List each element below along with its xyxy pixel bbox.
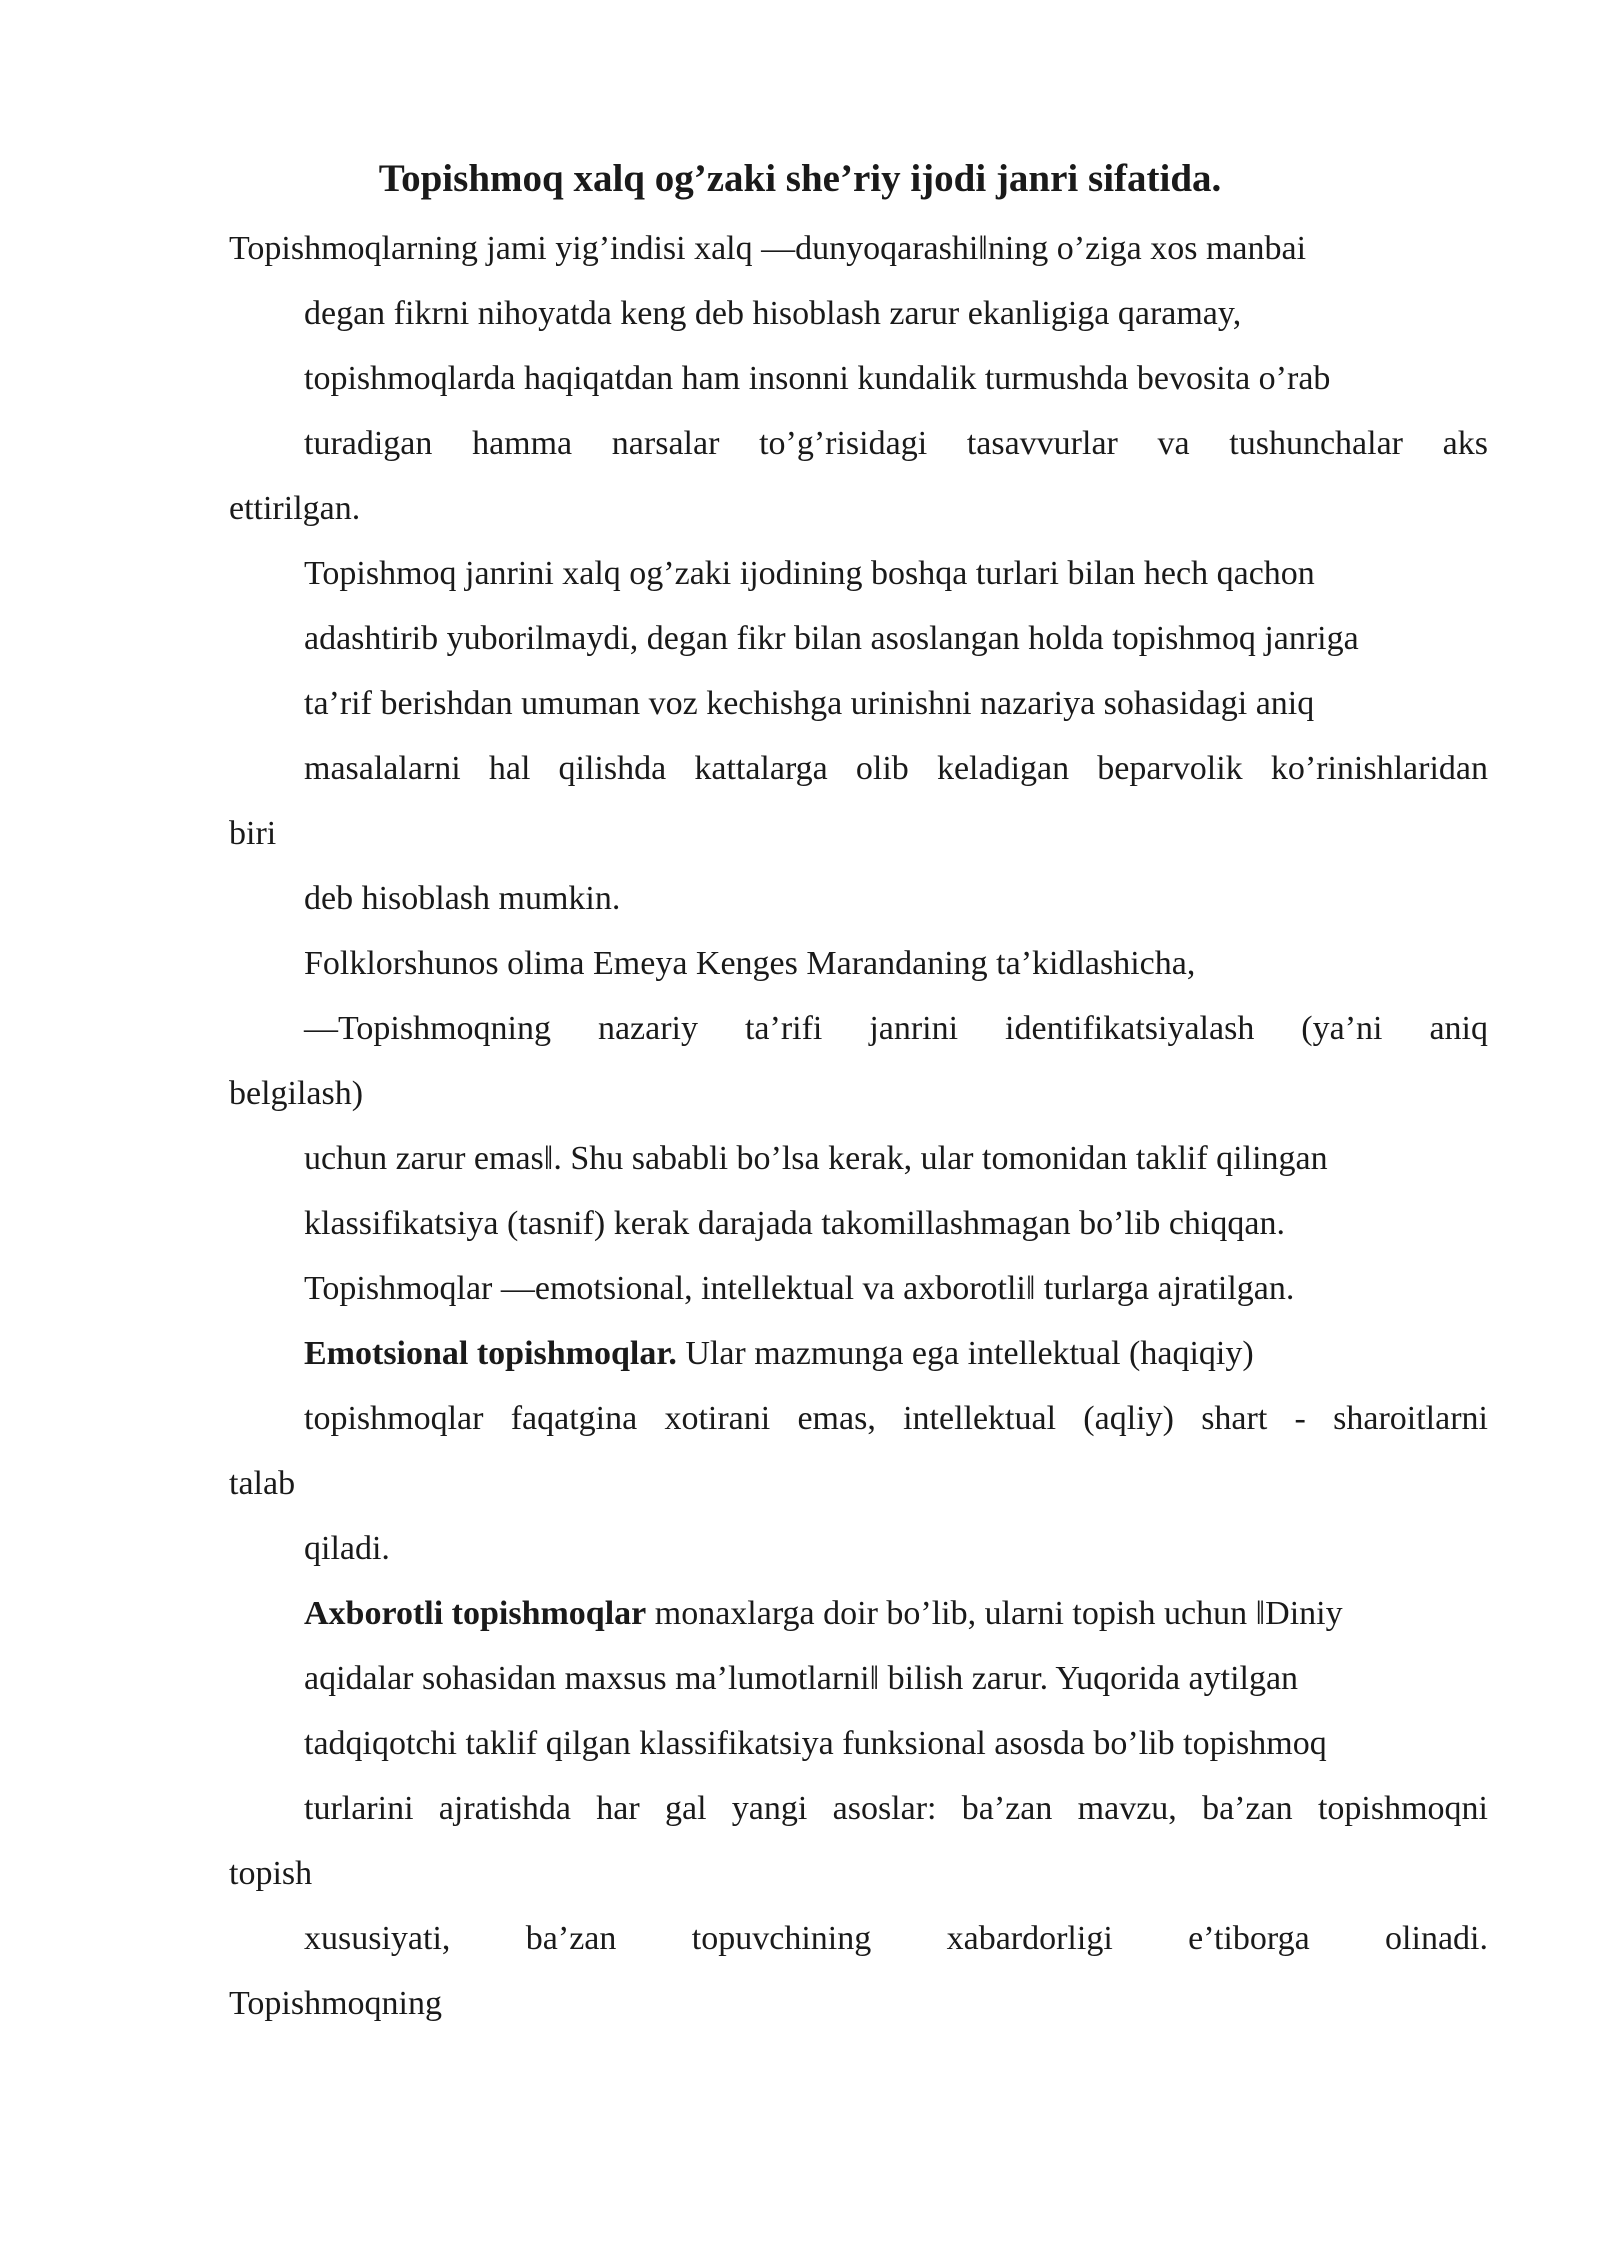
text-line: topishmoqlar faqatgina xotirani emas, intellektual (aqliy) shart - sharoitlarni xyxy=(304,1400,1488,1437)
text-line: Topishmoqlarning jami yig’indisi xalq ―dunyoqarashi‖ning o’ziga xos manbai xyxy=(229,230,1307,267)
text-line: Topishmoq janrini xalq og’zaki ijodining boshqa turlari bilan hech qachon xyxy=(304,555,1315,592)
bold-term: Emotsional topishmoqlar. xyxy=(304,1335,677,1372)
bold-term: Axborotli topishmoqlar xyxy=(304,1595,647,1632)
text-line: ―Topishmoqning nazariy ta’rifi janrini identifikatsiyalash (ya’ni aniq xyxy=(304,1010,1488,1047)
text-line xyxy=(304,1589,1343,1639)
text-line: tadqiqotchi taklif qilgan klassifikatsiya funksional asosda bo’lib topishmoq xyxy=(304,1725,1327,1762)
text-line: turlarini ajratishda har gal yangi asoslar: ba’zan mavzu, ba’zan topishmoqni xyxy=(304,1790,1488,1827)
text-line: belgilash) xyxy=(229,1075,364,1112)
text-line xyxy=(304,1329,1254,1379)
text-line: aqidalar sohasidan maxsus ma’lumotlarni‖ bilish zarur. Yuqorida aytilgan xyxy=(304,1660,1299,1697)
text-line: topish xyxy=(229,1855,313,1892)
text-line: Folklorshunos olima Emeya Kenges Marandaning ta’kidlashicha, xyxy=(304,945,1196,982)
text-span: monaxlarga doir bo’lib, ularni topish uchun ‖Diniy xyxy=(646,1595,1343,1632)
text-line: Topishmoqning xyxy=(229,1985,442,2022)
text-line: turadigan hamma narsalar to’g’risidagi tasavvurlar va tushunchalar aks xyxy=(304,425,1488,462)
text-line: biri xyxy=(229,815,277,852)
text-line: ta’rif berishdan umuman voz kechishga urinishni nazariya sohasidagi aniq xyxy=(304,685,1315,722)
text-line: qiladi. xyxy=(304,1530,390,1567)
text-line: Topishmoqlar ―emotsional, intellektual va axborotli‖ turlarga ajratilgan. xyxy=(304,1270,1295,1307)
text-line: degan fikrni nihoyatda keng deb hisoblash zarur ekanligiga qaramay, xyxy=(304,295,1242,332)
text-line: ettirilgan. xyxy=(229,490,361,527)
text-line: masalalarni hal qilishda kattalarga olib keladigan beparvolik ko’rinishlaridan xyxy=(304,750,1488,787)
text-line: talab xyxy=(229,1465,296,1502)
document-title: Topishmoq xalq og’zaki she’riy ijodi janri sifatida. xyxy=(378,157,1222,200)
text-span: Ular mazmunga ega intellektual (haqiqiy) xyxy=(676,1335,1254,1372)
text-line: adashtirib yuborilmaydi, degan fikr bilan asoslangan holda topishmoq janriga xyxy=(304,620,1359,657)
text-line: klassifikatsiya (tasnif) kerak darajada takomillashmagan bo’lib chiqqan. xyxy=(304,1205,1285,1242)
text-line: xususiyati, ba’zan topuvchining xabardorligi e’tiborga olinadi. xyxy=(304,1920,1488,1957)
text-line: deb hisoblash mumkin. xyxy=(304,880,621,917)
text-line: uchun zarur emas‖. Shu sababli bo’lsa kerak, ular tomonidan taklif qilingan xyxy=(304,1140,1328,1177)
text-line: topishmoqlarda haqiqatdan ham insonni kundalik turmushda bevosita o’rab xyxy=(304,360,1331,397)
